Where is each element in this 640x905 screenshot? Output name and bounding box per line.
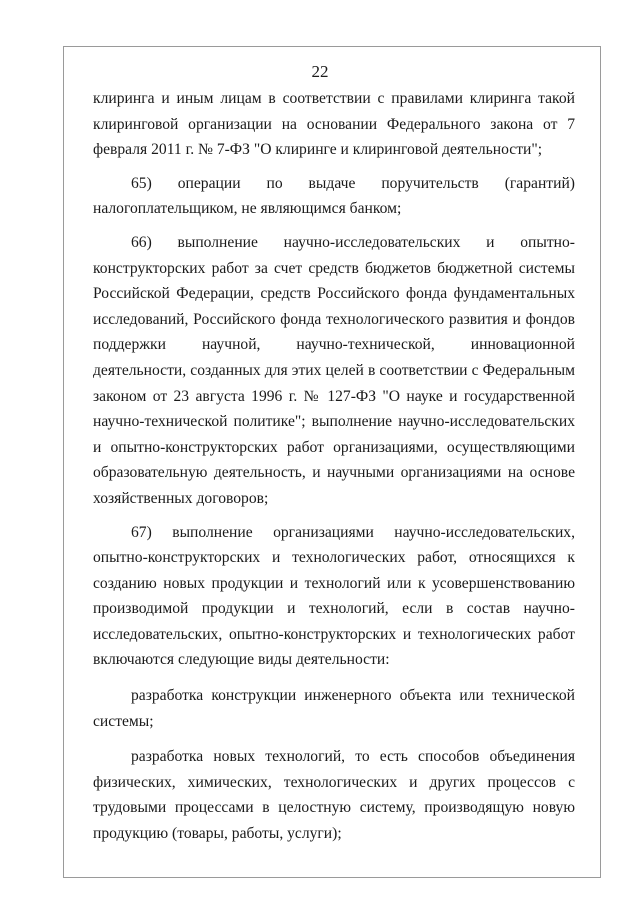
paragraph-item-66: 66) выполнение научно-исследовательских и опытно-конструкторских работ за счет средств бюджетов бюджетной системы Российской Федерации, средств Российского фонда фундаментальных исследований, Российского фонда технологического развития и фондов поддержки научной, научно-технической, инновационной деятельности, созданных для этих целей в соответствии с Федеральным законом от 23 августа 1996 г. № 127-ФЗ "О науке и государственной научно-технической политике"; выполнение научно-исследовательских и опытно-конструкторских работ организациями, осуществляющими образовательную деятельность, и научными организациями на основе хозяйственных договоров; — [93, 233, 575, 507]
paragraph-item-65: 65) операции по выдаче поручительств (гарантий) налогоплательщиком, не являющимся банком; — [93, 174, 575, 218]
document-body — [93, 86, 575, 847]
page-number: 22 — [311, 62, 329, 81]
paragraph-item-67: 67) выполнение организациями научно-исследовательских, опытно-конструкторских и технологических работ, относящихся к созданию новых продукции и технологий или к усовершенствованию производимой продукции и технологий, если в состав научно-исследовательских, опытно-конструкторских и технологических работ включаются следующие виды деятельности: — [93, 523, 575, 669]
paragraph-continuation: клиринга и иным лицам в соответствии с правилами клиринга такой клиринговой организации на основании Федерального закона от 7 февраля 2011 г. № 7-ФЗ "О клиринге и клиринговой деятельности"; — [93, 90, 575, 159]
paragraph-new-technologies: разработка новых технологий, то есть способов объединения физических, химических, технологических и других процессов с трудовыми процессами в целостную систему, производящую новую продукцию (товары, работы, услуги); — [93, 748, 575, 843]
paragraph-design-construction: разработка конструкции инженерного объекта или технической системы; — [93, 687, 575, 730]
